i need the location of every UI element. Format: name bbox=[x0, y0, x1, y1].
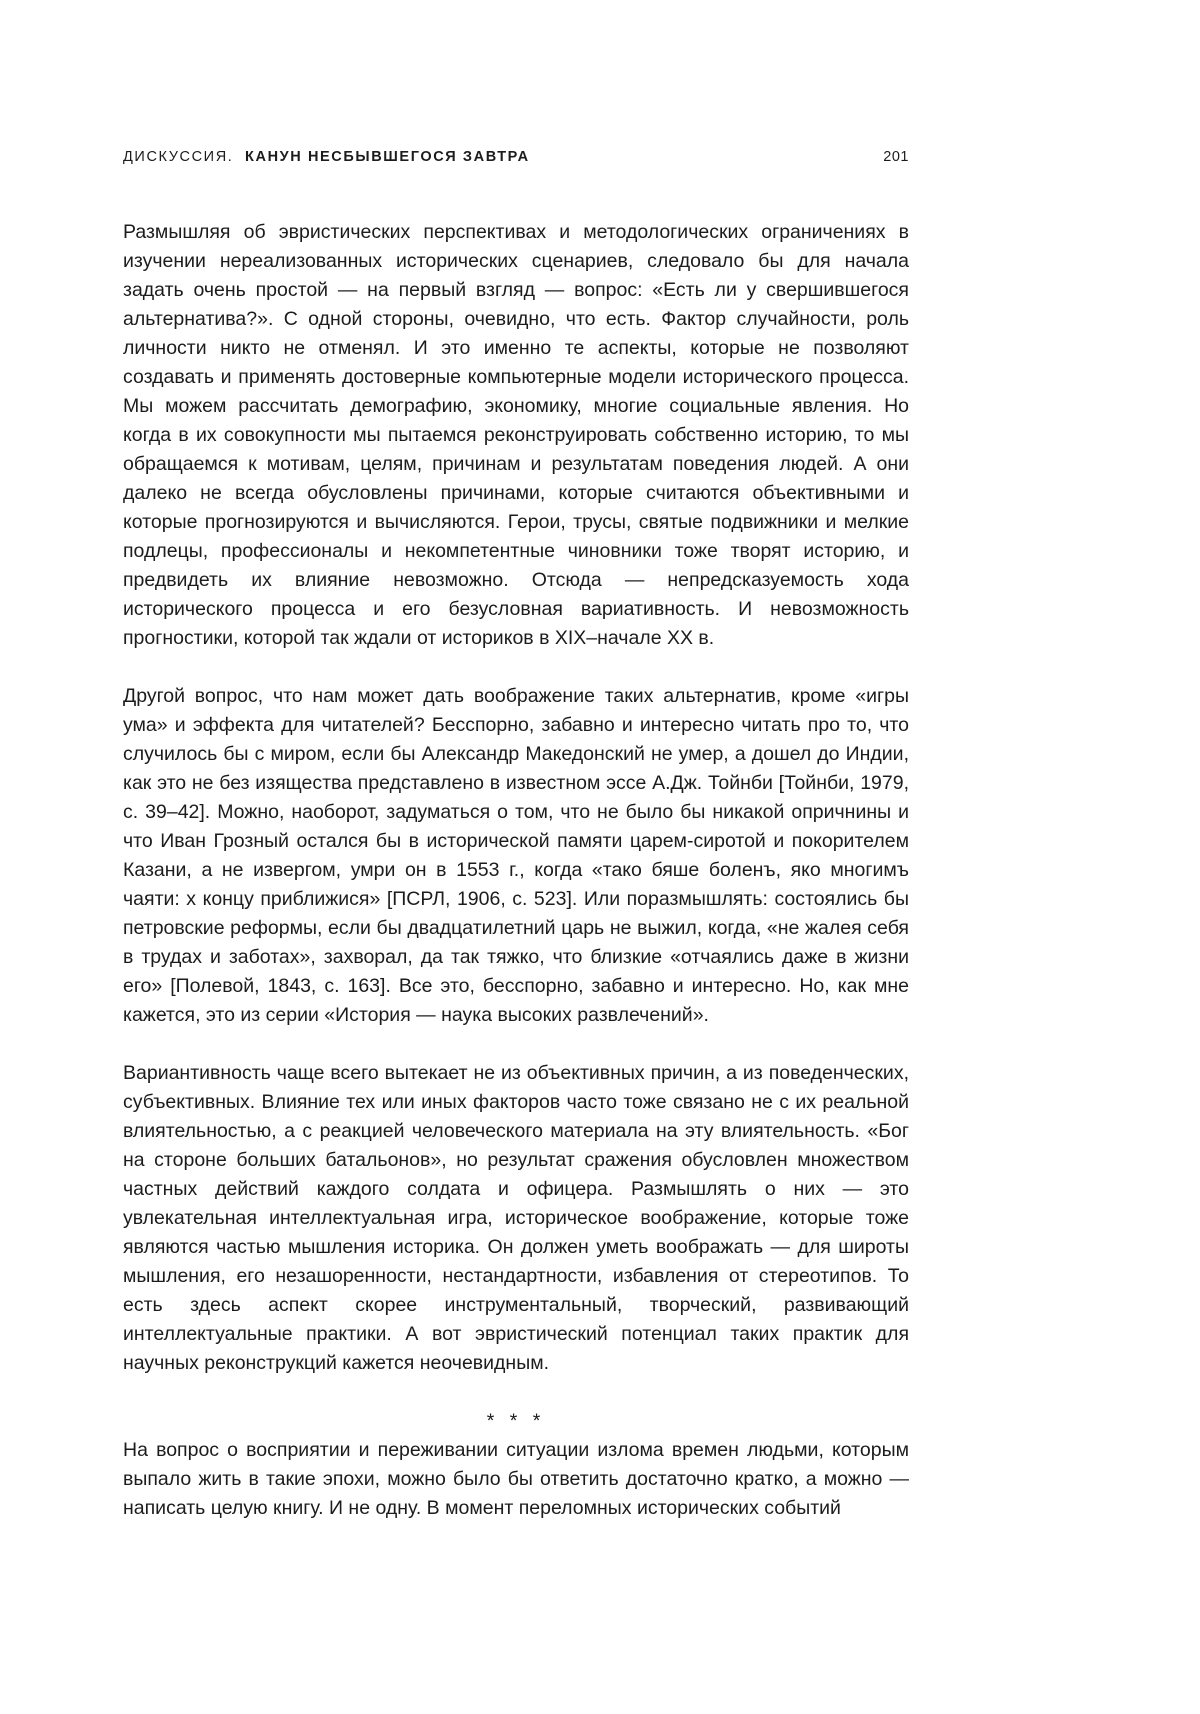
page-number: 201 bbox=[883, 149, 909, 165]
running-title-chapter: КАНУН НЕСБЫВШЕГОСЯ ЗАВТРА bbox=[245, 149, 530, 165]
paragraph-2: Другой вопрос, что нам может дать воображение таких альтернатив, кроме «игры ума» и эффекта для читателей? Бесспорно, забавно и интересно читать про то, что случилось бы с миром, если бы Александр Македонский не умер, а дошел до Индии, как это не без изящества представлено в известном эссе А.Дж. Тойнби [Тойнби, 1979, с. 39–42]. Можно, наоборот, задуматься о том, что не было бы никакой опричнины и что Иван Грозный остался бы в исторической памяти царем-сиротой и покорителем Казани, а не извергом, умри он в 1553 г., когда «тако бяше боленъ, яко многимъ чаяти: х концу приближися» [ПСРЛ, 1906, с. 523]. Или поразмышлять: состоялись бы петровские реформы, если бы двадцатилетний царь не выжил, когда, «не жалея себя в трудах и заботах», захворал, да так тяжко, что близкие «отчаялись даже в жизни его» [Полевой, 1843, с. 163]. Все это, бесспорно, забавно и интересно. Но, как мне кажется, это из серии «История — наука высоких развлечений». bbox=[123, 685, 909, 1026]
body-text bbox=[123, 218, 909, 1523]
paragraph-4: На вопрос о восприятии и переживании ситуации излома времен людьми, которым выпало жить в такие эпохи, можно было бы ответить достаточно кратко, а можно — написать целую книгу. И не одну. В момент переломных исторических событий bbox=[123, 1439, 909, 1519]
section-separator: * * * bbox=[486, 1410, 546, 1432]
running-title-section: ДИСКУССИЯ. bbox=[123, 149, 234, 165]
text-column bbox=[123, 148, 909, 1552]
running-head bbox=[123, 148, 909, 166]
paragraph-1: Размышляя об эвристических перспективах и методологических ограничениях в изучении нереализованных исторических сценариев, следовало бы для начала задать очень простой — на первый взгляд — вопрос: «Есть ли у свершившегося альтернатива?». С одной стороны, очевидно, что есть. Фактор случайности, роль личности никто не отменял. И это именно те аспекты, которые не позволяют создавать и применять достоверные компьютерные модели исторического процесса. Мы можем рассчитать демографию, экономику, многие социальные явления. Но когда в их совокупности мы пытаемся реконструировать собственно историю, то мы обращаемся к мотивам, целям, причинам и результатам поведения людей. А они далеко не всегда обусловлены причинами, которые считаются объективными и которые прогнозируются и вычисляются. Герои, трусы, святые подвижники и мелкие подлецы, профессионалы и некомпетентные чиновники тоже творят историю, и предвидеть их влияние невозможно. Отсюда — непредсказуемость хода исторического процесса и его безусловная вариативность. И невозможность прогностики, которой так ждали от историков в XIX–начале XX в. bbox=[123, 221, 909, 649]
running-title bbox=[123, 148, 530, 166]
paragraph-3: Вариантивность чаще всего вытекает не из объективных причин, а из поведенческих, субъективных. Влияние тех или иных факторов часто тоже связано не с их реальной влиятельностью, а с реакцией человеческого материала на эту влиятельность. «Бог на стороне больших батальонов», но результат сражения обусловлен множеством частных действий каждого солдата и офицера. Размышлять о них — это увлекательная интеллектуальная игра, историческое воображение, которые тоже являются частью мышления историка. Он должен уметь воображать — для широты мышления, его незашоренности, нестандартности, избавления от стереотипов. То есть здесь аспект скорее инструментальный, творческий, развивающий интеллектуальные практики. А вот эвристический потенциал таких практик для научных реконструкций кажется неочевидным. bbox=[123, 1062, 909, 1374]
